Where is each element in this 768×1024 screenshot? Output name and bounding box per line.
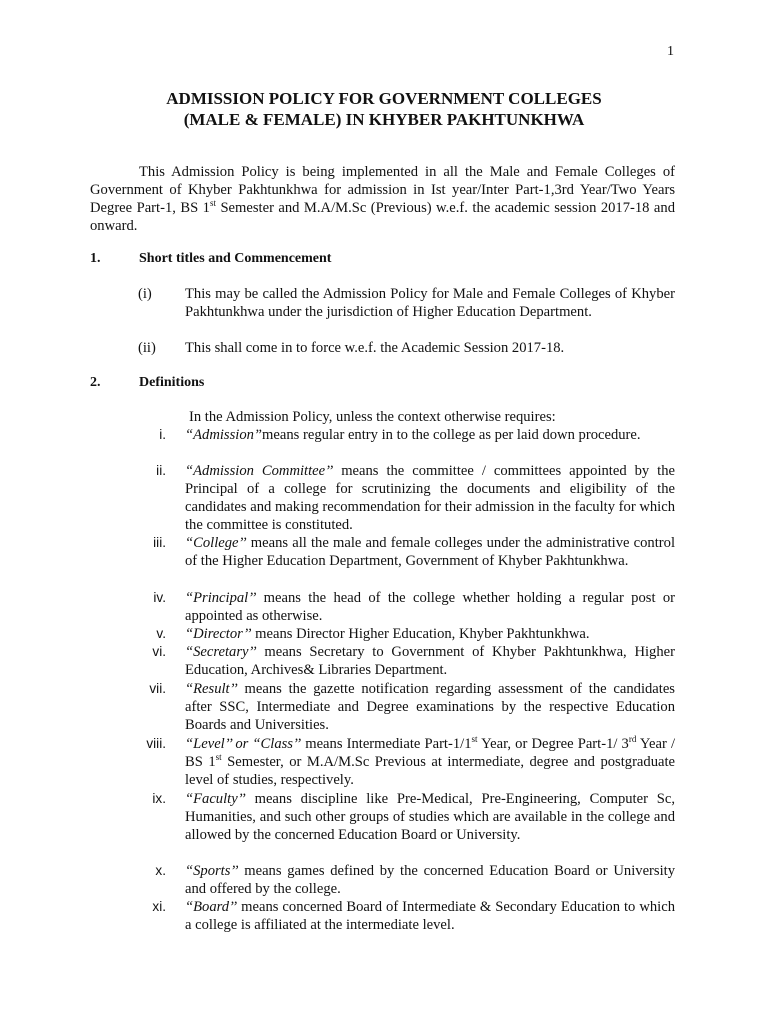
- intro-sup: st: [209, 198, 216, 209]
- definition-term: “Secretary’’: [185, 644, 257, 660]
- definition-text: Year, or Degree Part-1/ 3: [477, 736, 629, 752]
- definition-text: means regular entry in to the college as per laid down procedure.: [262, 427, 641, 443]
- definition-item: [130, 680, 675, 734]
- item-text: This shall come in to force w.e.f. the Academic Session 2017-18.: [185, 340, 565, 356]
- definition-term: “Admission”: [185, 427, 263, 443]
- definition-term: “College’’: [185, 535, 247, 551]
- page-number: 1: [667, 44, 674, 59]
- definition-text: Year / BS 1: [185, 736, 675, 770]
- roman-numeral: iii.: [153, 535, 166, 550]
- section-1-heading: [90, 250, 331, 268]
- definition-term: “Director’’: [185, 626, 252, 642]
- roman-numeral: x.: [155, 863, 166, 878]
- item-mark: (ii): [138, 340, 156, 356]
- definition-item: [130, 462, 675, 534]
- sup-text: st: [471, 734, 478, 745]
- definition-text: means Director Higher Education, Khyber Pakhtunkhwa.: [251, 626, 590, 642]
- definition-item: [130, 534, 675, 570]
- definition-text: means Intermediate Part-1/1: [301, 736, 472, 752]
- roman-numeral: iv.: [153, 590, 166, 605]
- roman-numeral: v.: [156, 626, 166, 641]
- definition-text: means the gazette notification regarding assessment of the candidates after SSC, Intermediate and Degree examinations by the respective Education Boards and Universities.: [185, 681, 675, 733]
- definition-item: [130, 426, 675, 444]
- definition-text: means Secretary to Government of Khyber Pakhtunkhwa, Higher Education, Archives& Libraries Department.: [185, 644, 675, 678]
- definition-term: “Board’’: [185, 899, 238, 915]
- sup-text: rd: [628, 734, 637, 745]
- section-title: Short titles and Commencement: [139, 251, 332, 266]
- definition-text: means the head of the college whether holding a regular post or appointed as otherwise.: [185, 590, 675, 624]
- section-number: 1.: [90, 251, 101, 266]
- definition-text: means all the male and female colleges under the administrative control of the Higher Education Department, Government of Khyber Pakhtunkhwa.: [185, 535, 675, 569]
- section-2-heading: [90, 374, 204, 392]
- sup-text: st: [215, 752, 222, 763]
- roman-numeral: viii.: [146, 736, 166, 751]
- roman-numeral: ix.: [152, 791, 166, 806]
- definition-term: “Admission Committee’’: [185, 463, 334, 479]
- definition-item: [130, 862, 675, 898]
- definitions-lead: In the Admission Policy, unless the context otherwise requires:: [189, 409, 556, 425]
- definition-item: [130, 589, 675, 625]
- definition-term: “Principal’’: [185, 590, 257, 606]
- roman-numeral: ii.: [156, 463, 166, 478]
- definition-term: “Sports’’: [185, 863, 239, 879]
- item-text: This may be called the Admission Policy for Male and Female Colleges of Khyber Pakhtunkhwa under the jurisdiction of Higher Education Department.: [185, 286, 675, 320]
- roman-numeral: xi.: [152, 899, 166, 914]
- definition-term: “Level’’ or “Class’’: [185, 736, 302, 752]
- definition-item: [130, 898, 675, 934]
- section-1-item-i: [138, 285, 675, 321]
- definition-text: Semester, or M.A/M.Sc Previous at intermediate, degree and postgraduate level of studies, respectively.: [185, 754, 676, 788]
- title-line-1: ADMISSION POLICY FOR GOVERNMENT COLLEGES: [166, 89, 602, 108]
- definition-item: [130, 625, 675, 643]
- roman-numeral: i.: [159, 427, 166, 442]
- item-mark: (i): [138, 286, 152, 302]
- title-line-2: (MALE & FEMALE) IN KHYBER PAKHTUNKHWA: [183, 110, 585, 129]
- document-title: [0, 88, 768, 130]
- definition-text: means discipline like Pre-Medical, Pre-Engineering, Computer Sc, Humanities, and such other groups of studies which are available in the college and allowed by the concerned Education Board or University.: [185, 791, 675, 843]
- definition-text: means games defined by the concerned Education Board or University and offered by the college.: [185, 863, 675, 897]
- definition-item: [130, 735, 675, 789]
- roman-numeral: vi.: [152, 644, 166, 659]
- definition-term: “Result’’: [185, 681, 238, 697]
- section-title: Definitions: [139, 375, 205, 390]
- intro-text-2: Semester and M.A/M.Sc (Previous) w.e.f. the academic session 2017-18 and onward.: [90, 200, 676, 234]
- intro-text-1: This Admission Policy is being implemented in all the Male and Female Colleges of Government of Khyber Pakhtunkhwa for admission in Ist year/Inter Part-1,3rd Year/Two Years Degree Part-1, BS 1: [90, 164, 675, 216]
- definition-item: [130, 643, 675, 679]
- definition-text: means concerned Board of Intermediate & Secondary Education to which a college is affiliated at the intermediate level.: [185, 899, 675, 933]
- definition-term: “Faculty’’: [185, 791, 246, 807]
- roman-numeral: vii.: [149, 681, 166, 696]
- definition-text: means the committee / committees appointed by the Principal of a college for scrutinizing the documents and eligibility of the candidates and making recommendation for their admission in the faculty for which the committee is constituted.: [185, 463, 675, 533]
- section-1-item-ii: [138, 339, 675, 357]
- section-number: 2.: [90, 375, 101, 390]
- definition-item: [130, 790, 675, 844]
- intro-paragraph: [90, 163, 675, 235]
